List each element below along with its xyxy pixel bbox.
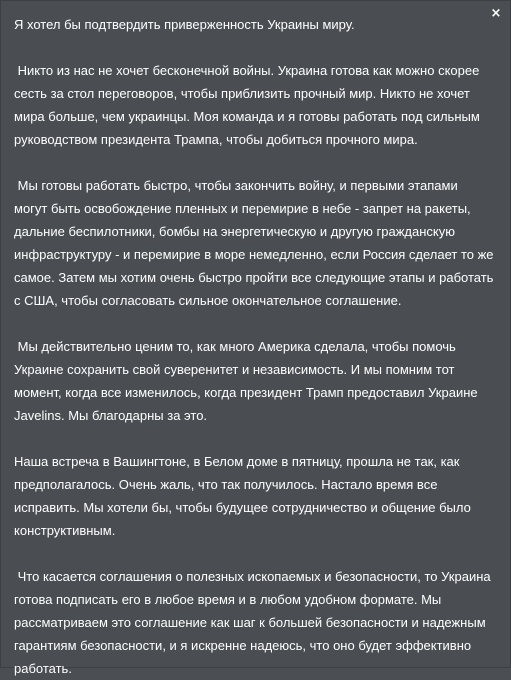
paragraph-2: Никто из нас не хочет бесконечной войны. Украина готова как можно скорее сесть за стол переговоров, чтобы приблизить прочный мир. Никто не хочет мира больше, чем украинцы. Моя команда и я готовы работать под сильным руководством президента Трампа, чтобы добиться прочного мира. [14,63,484,147]
paragraph-3: Мы готовы работать быстро, чтобы закончить войну, и первыми этапами могут быть освобождение пленных и перемирие в небе - запрет на ракеты, дальние беспилотники, бомбы на энергетическую и другую гражданскую инфраструктуру - и перемирие в море немедленно, если Россия сделает то же самое. Затем мы хотим очень быстро пройти все следующие этапы и работать с США, чтобы согласовать сильное окончательное соглашение. [14,178,498,308]
paragraph-5: Наша встреча в Вашингтоне, в Белом доме в пятницу, прошла не так, как предполагалось. Очень жаль, что так получилось. Настало время все исправить. Мы хотели бы, чтобы будущее сотрудничество и общение было конструктивным. [14,454,475,538]
close-icon[interactable]: × [490,6,502,21]
message-text [14,13,498,680]
paragraph-4: Мы действительно ценим то, как много Америка сделала, чтобы помочь Украине сохранить свой суверенитет и независимость. И мы помним тот момент, когда все изменилось, когда президент Трамп предоставил Украине Javelins. Мы благодарны за это. [14,339,482,423]
paragraph-1: Я хотел бы подтвердить приверженность Украины миру. [14,17,355,32]
paragraph-6: Что касается соглашения о полезных ископаемых и безопасности, то Украина готова подписать его в любое время и в любом удобном формате. Мы рассматриваем это соглашение как шаг к большей безопасности и надежным гарантиям безопасности, и я искренне надеюсь, что оно будет эффективно работать. [14,569,495,676]
